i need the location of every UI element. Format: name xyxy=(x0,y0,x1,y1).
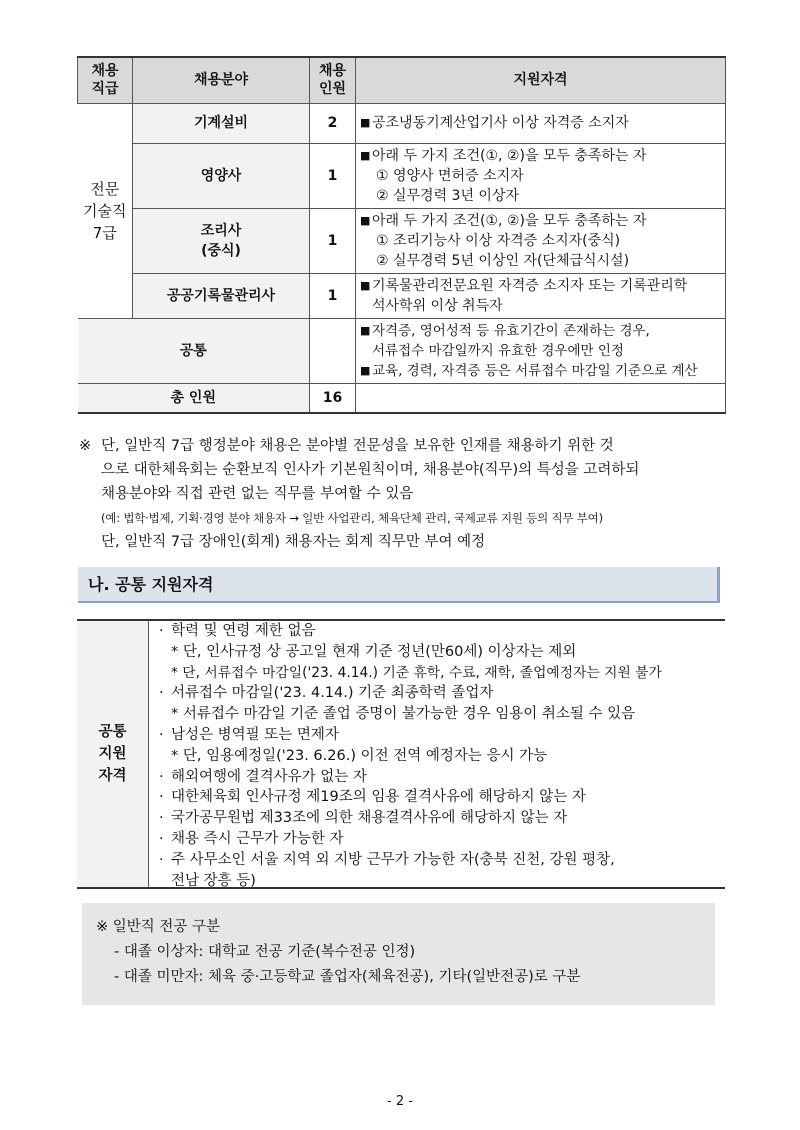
common-label-cell xyxy=(78,318,310,383)
note-text: 단, 일반직 7급 행정분야 채용은 분야별 전문성을 보유한 인재를 채용하기 위한 것 xyxy=(101,438,614,454)
square-bullet-icon: ■ xyxy=(360,116,371,129)
bullet-text: 공조냉동기계산업기사 이상 자격증 소지자 xyxy=(372,115,629,131)
header-field-text: 채용분야 xyxy=(193,72,249,89)
major-classification-box xyxy=(82,903,715,1005)
bullet-text: 아래 두 가지 조건(①, ②)을 모두 충족하는 자 xyxy=(372,147,647,164)
qualification-cell xyxy=(356,143,726,208)
recruitment-table xyxy=(77,56,726,414)
bullet-line xyxy=(360,113,719,133)
continuation-line: 서류접수 마감일까지 유효한 경우에만 인정 xyxy=(372,342,624,359)
reference-mark-icon: ※ xyxy=(79,438,92,454)
note-example: (예: 법학·법제, 기획·경영 분야 채용자 → 일반 사업관리, 체육단체 관리, 국제교류 지원 등의 직무 부여) xyxy=(101,511,603,525)
field-cell xyxy=(133,208,310,273)
list-subitem: * 서류접수 마감일 기준 졸업 증명이 불가능한 경우 임용이 취소될 수 있음 xyxy=(171,706,636,723)
square-bullet-icon: ■ xyxy=(360,323,371,337)
bullet-text: 교육, 경력, 자격증 등은 서류접수 마감일 기준으로 계산 xyxy=(372,362,698,379)
item-text: 해외여행에 결격사유가 없는 자 xyxy=(171,768,367,785)
box-title: ※ 일반직 전공 구분 xyxy=(96,919,221,935)
field-name: 기계설비 xyxy=(193,115,249,131)
header-count xyxy=(310,57,356,103)
count-value: 1 xyxy=(327,232,338,249)
bullet-line xyxy=(360,146,719,166)
square-bullet-icon: ■ xyxy=(360,278,371,292)
middle-dot-icon: · xyxy=(159,685,164,702)
square-bullet-icon: ■ xyxy=(360,148,371,162)
count-cell xyxy=(310,103,356,143)
total-label: 총 인원 xyxy=(170,389,216,406)
section-header xyxy=(78,567,720,603)
qualification-label: 공통 지원 자격 xyxy=(98,724,127,784)
list-item xyxy=(159,850,725,871)
middle-dot-icon: · xyxy=(159,851,164,868)
section-title: 나. 공통 지원자격 xyxy=(88,575,214,594)
bullet-line xyxy=(360,276,719,296)
box-line: - 대졸 미만자: 체육 중·고등학교 졸업자(체육전공), 기타(일반전공)로 구분 xyxy=(114,969,581,985)
continuation-line: 석사학위 이상 취득자 xyxy=(372,297,503,314)
list-item xyxy=(159,787,725,808)
header-job-grade-text: 채용 직급 xyxy=(91,63,119,98)
table-row xyxy=(78,273,726,318)
square-bullet-icon: ■ xyxy=(360,213,371,227)
count-cell xyxy=(310,273,356,318)
table-row xyxy=(78,208,726,273)
middle-dot-icon: · xyxy=(159,810,164,827)
item-text: 학력 및 연령 제한 없음 xyxy=(171,623,316,639)
common-qualification-table xyxy=(77,619,725,889)
total-count: 16 xyxy=(322,389,343,406)
bullet-line xyxy=(360,361,719,381)
sub-line: ① 조리기능사 이상 자격증 소지자(중식) xyxy=(376,232,621,249)
note-line xyxy=(79,434,727,458)
sub-line: ② 실무경력 5년 이상인 자(단체급식시설) xyxy=(376,252,630,269)
count-cell xyxy=(310,143,356,208)
common-count-cell xyxy=(310,318,356,383)
field-name: 영양사 xyxy=(200,167,242,184)
middle-dot-icon: · xyxy=(159,623,164,639)
qualification-list xyxy=(149,621,725,887)
field-cell xyxy=(133,143,310,208)
item-text: 남성은 병역필 또는 면제자 xyxy=(171,726,339,743)
bullet-line xyxy=(360,321,719,341)
box-line: - 대졸 이상자: 대학교 전공 기준(복수전공 인정) xyxy=(114,944,416,960)
middle-dot-icon: · xyxy=(159,789,164,806)
table-row xyxy=(78,103,726,143)
total-label-cell xyxy=(78,383,310,413)
page-number: - 2 - xyxy=(387,1094,413,1109)
item-text: 서류접수 마감일('23. 4.14.) 기준 최종학력 졸업자 xyxy=(171,685,494,702)
list-item xyxy=(159,767,725,788)
item-text: 국가공무원법 제33조에 의한 채용결격사유에 해당하지 않는 자 xyxy=(171,810,568,827)
policy-note xyxy=(79,434,727,554)
list-item xyxy=(159,621,725,642)
bullet-text: 자격증, 영어성적 등 유효기간이 존재하는 경우, xyxy=(372,322,650,339)
header-count-text: 채용 인원 xyxy=(318,63,347,98)
bullet-line xyxy=(360,211,719,231)
list-continuation: 전남 장흥 등) xyxy=(171,872,256,889)
list-subitem: * 단, 인사규정 상 공고일 현재 기준 정년(만60세) 이상자는 제외 xyxy=(171,643,577,660)
common-qualification-cell xyxy=(356,318,726,383)
item-text: 채용 즉시 근무가 가능한 자 xyxy=(171,830,344,847)
table-row xyxy=(78,143,726,208)
field-cell xyxy=(133,103,310,143)
header-field xyxy=(133,57,310,103)
group-label-cell xyxy=(78,103,133,318)
count-value: 1 xyxy=(327,167,338,184)
header-qualification-text: 지원자격 xyxy=(513,72,568,89)
count-value: 2 xyxy=(327,115,338,131)
group-label: 전문 기술직 7급 xyxy=(83,179,127,242)
qualification-cell xyxy=(356,103,726,143)
list-item xyxy=(159,725,725,746)
header-qualification xyxy=(356,57,726,103)
field-name: 조리사 (중식) xyxy=(200,222,242,259)
note-line: 채용분야와 직접 관련 없는 직무를 부여할 수 있음 xyxy=(101,486,414,502)
item-text: 대한체육회 인사규정 제19조의 임용 결격사유에 해당하지 않는 자 xyxy=(171,789,586,806)
list-subitem: * 단, 임용예정일('23. 6.26.) 이전 전역 예정자는 응시 가능 xyxy=(171,747,548,764)
count-value: 1 xyxy=(327,287,338,304)
table-header-row xyxy=(78,57,726,103)
total-empty-cell xyxy=(356,383,726,413)
common-label: 공통 xyxy=(179,342,207,359)
field-name: 공공기록물관리사 xyxy=(166,287,276,304)
square-bullet-icon: ■ xyxy=(360,363,371,377)
note-line: 단, 일반직 7급 장애인(회계) 채용자는 회계 직무만 부여 예정 xyxy=(101,534,486,550)
sub-line: ① 영양사 면허증 소지자 xyxy=(376,167,524,184)
bullet-text: 기록물관리전문요원 자격증 소지자 또는 기록관리학 xyxy=(372,277,688,294)
qualification-cell xyxy=(356,208,726,273)
bullet-text: 아래 두 가지 조건(①, ②)을 모두 충족하는 자 xyxy=(372,212,647,229)
qualification-label-cell xyxy=(77,621,149,887)
table-row-total xyxy=(78,383,726,413)
middle-dot-icon: · xyxy=(159,726,164,743)
note-line: 으로 대한체육회는 순환보직 인사가 기본원칙이며, 채용분야(직무)의 특성을 고려하되 xyxy=(101,462,640,478)
list-item xyxy=(159,808,725,829)
field-cell xyxy=(133,273,310,318)
list-item xyxy=(159,829,725,850)
table-row-common xyxy=(78,318,726,383)
middle-dot-icon: · xyxy=(159,830,164,847)
total-count-cell xyxy=(310,383,356,413)
sub-line: ② 실무경력 3년 이상자 xyxy=(376,187,520,204)
list-item xyxy=(159,683,725,704)
list-subitem: * 단, 서류접수 마감일('23. 4.14.) 기준 휴학, 수료, 재학, 졸업예정자는 지원 불가 xyxy=(171,664,662,681)
middle-dot-icon: · xyxy=(159,768,164,785)
header-job-grade xyxy=(78,57,133,103)
item-text: 주 사무소인 서울 지역 외 지방 근무가 가능한 자(충북 진천, 강원 평창, xyxy=(171,851,615,868)
qualification-cell xyxy=(356,273,726,318)
count-cell xyxy=(310,208,356,273)
